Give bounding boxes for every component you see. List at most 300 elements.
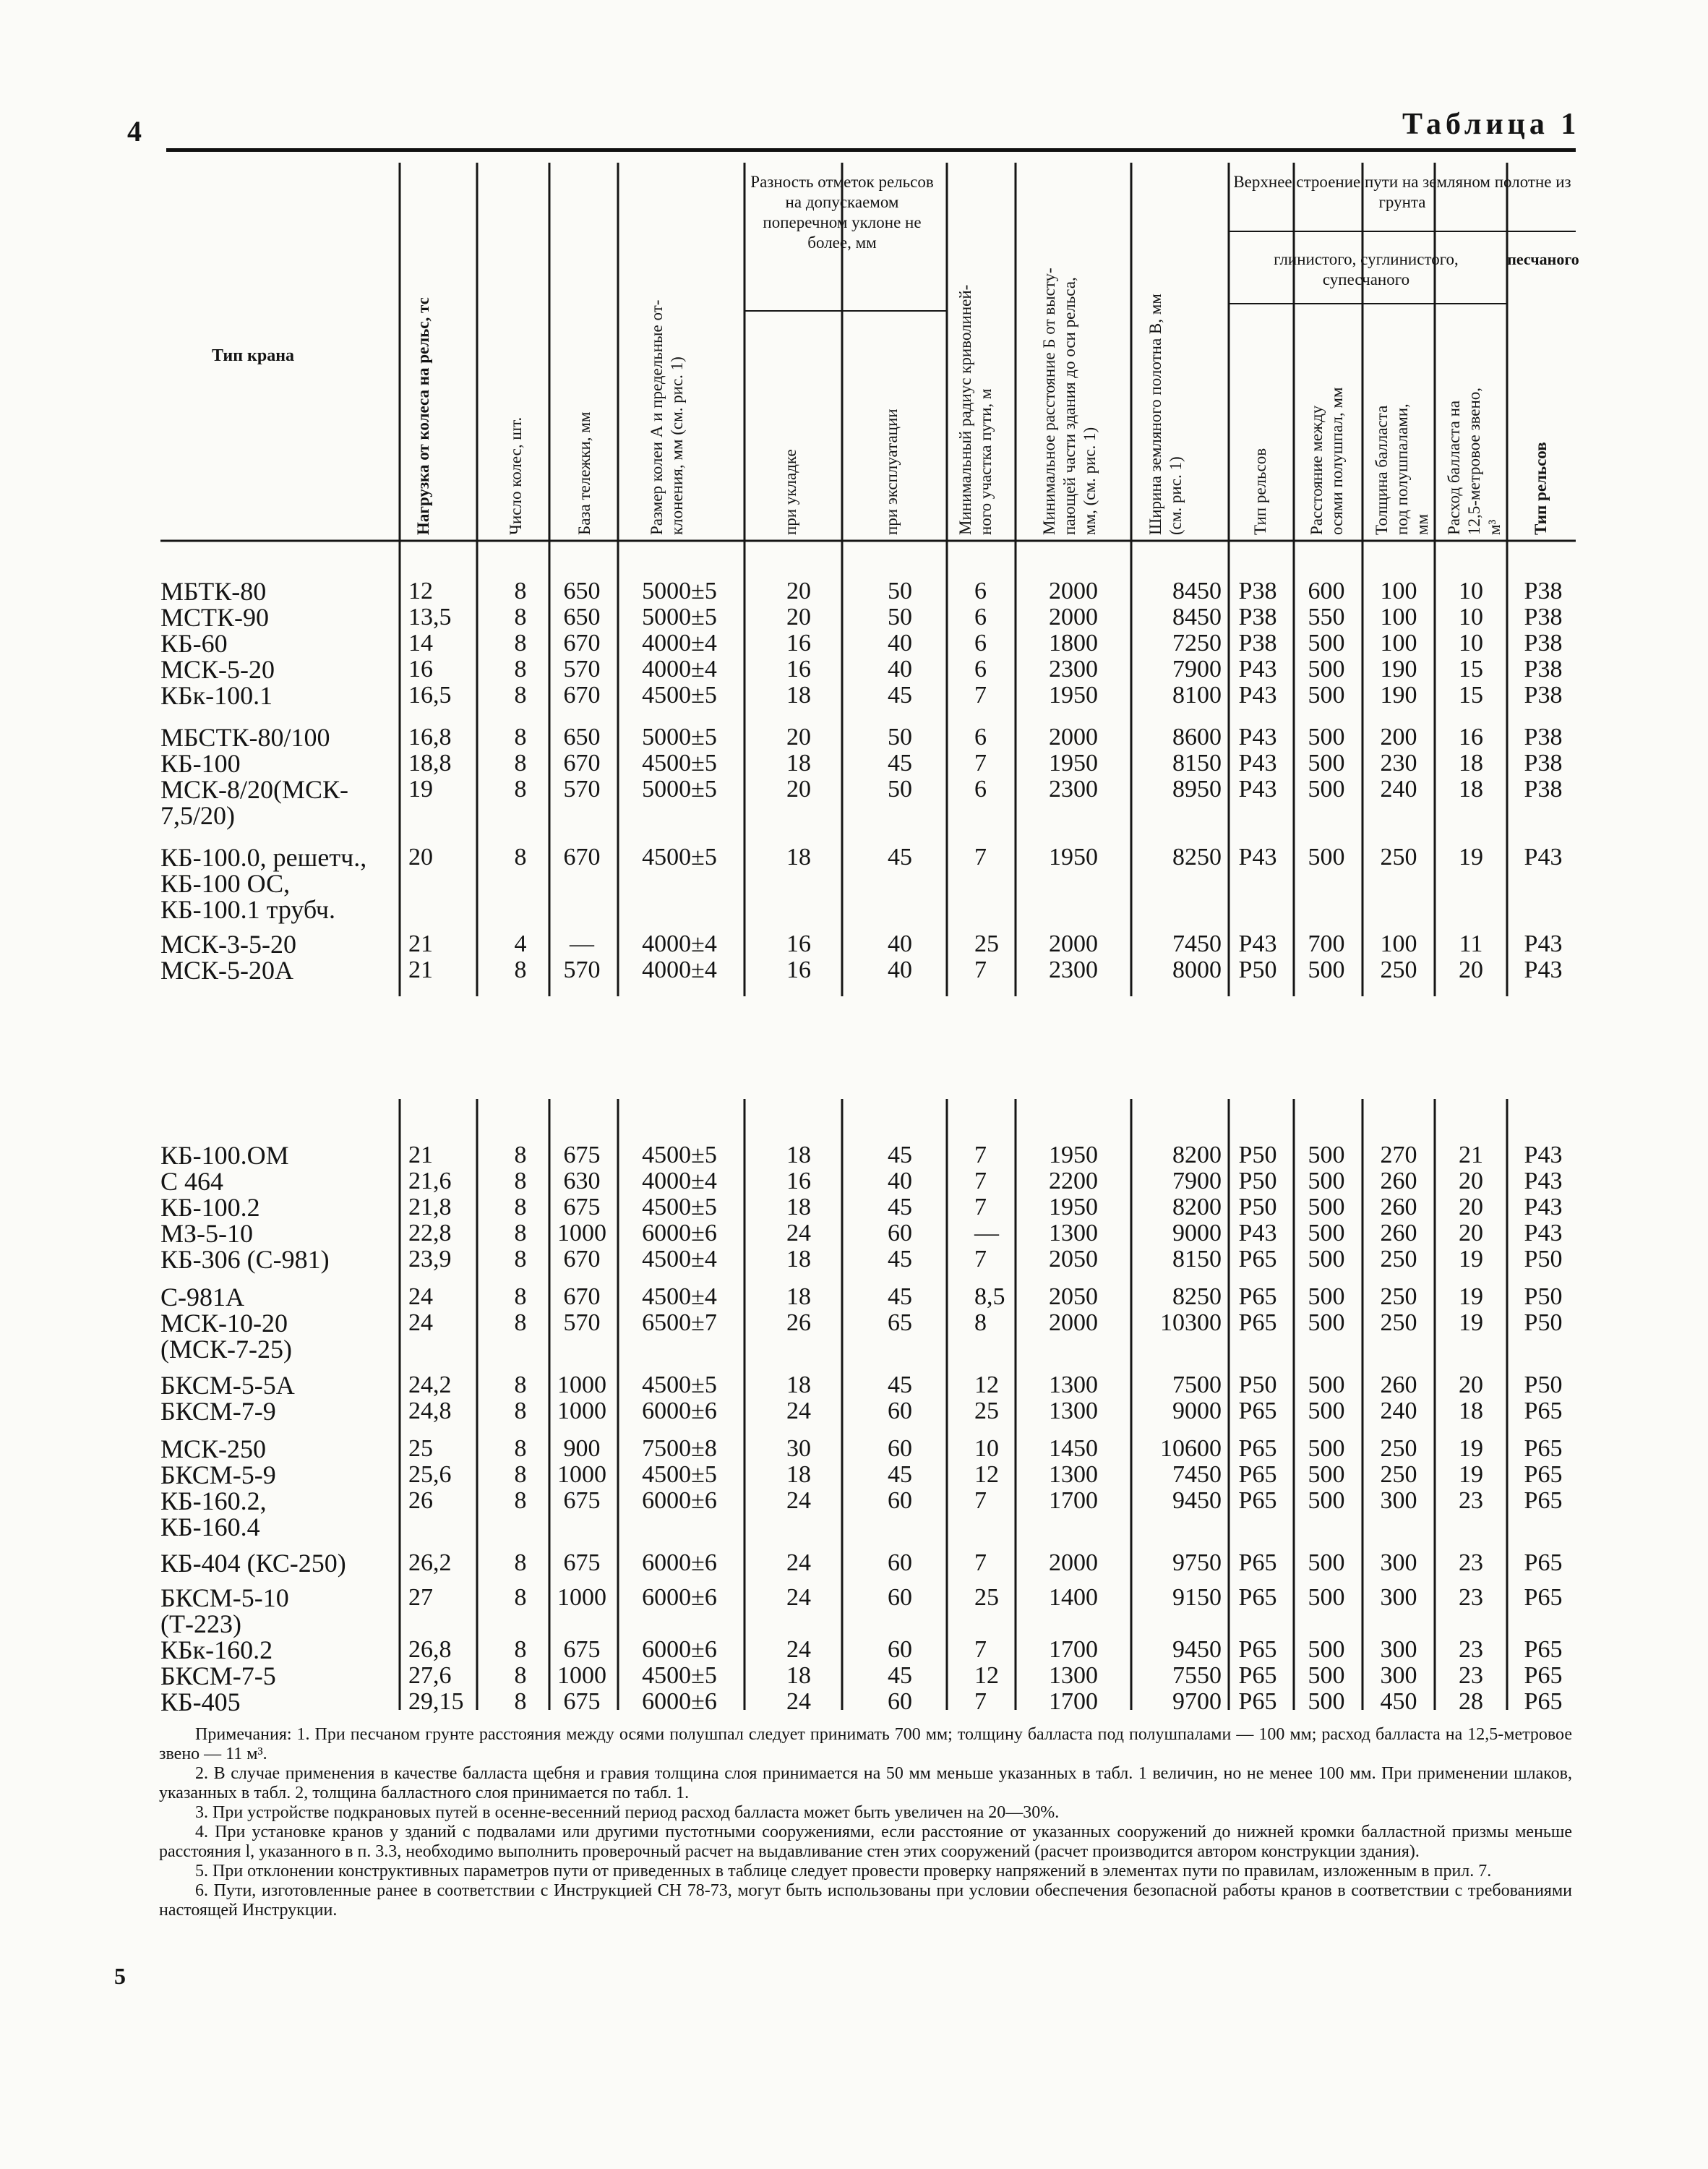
cell-dist: 2000 — [1049, 1549, 1098, 1576]
cell-width: 9750 — [1172, 1549, 1222, 1576]
cell-op: 50 — [888, 604, 912, 630]
cell-wheels: 8 — [514, 1220, 527, 1246]
cell-lay: 18 — [786, 1246, 811, 1272]
cell-dist: 1800 — [1049, 630, 1098, 656]
cell-wheels: 8 — [514, 656, 527, 683]
header-ballast-thickness-line-1: Толщина балласта — [1373, 405, 1391, 535]
cell-rail: Р43 — [1238, 1220, 1277, 1246]
cell-op: 45 — [888, 844, 912, 870]
cell-op: 45 — [888, 1142, 912, 1168]
cell-thick: 250 — [1380, 1435, 1417, 1462]
cell-spacing: 500 — [1308, 656, 1345, 683]
cell-op: 40 — [888, 656, 912, 683]
cell-dist: 2050 — [1049, 1283, 1098, 1310]
cell-rail: Р43 — [1238, 656, 1277, 683]
crane-name-line: КБ-405 — [160, 1687, 241, 1716]
cell-radius: 6 — [974, 630, 987, 656]
cell-lay: 20 — [786, 776, 811, 803]
cell-radius: 7 — [974, 682, 987, 709]
cell-base: 670 — [563, 630, 601, 656]
crane-name — [160, 1372, 295, 1398]
cell-base: 570 — [563, 1309, 601, 1336]
cell-width: 8450 — [1172, 604, 1222, 630]
cell-op: 50 — [888, 724, 912, 750]
crane-name-line: КБ-100.1 трубч. — [160, 895, 335, 924]
crane-name — [160, 724, 330, 750]
cell-cons: 11 — [1459, 931, 1483, 957]
cell-cons: 20 — [1459, 1372, 1483, 1398]
cell-lay: 16 — [786, 1168, 811, 1194]
cell-spacing: 500 — [1308, 844, 1345, 870]
cell-spacing: 500 — [1308, 1584, 1345, 1611]
header-min-radius — [956, 181, 996, 535]
cell-radius: 25 — [974, 931, 999, 957]
crane-name — [160, 1246, 330, 1272]
cell-width: 9000 — [1172, 1398, 1222, 1424]
crane-name-line: (Т-223) — [160, 1609, 241, 1638]
cell-dist: 2000 — [1049, 578, 1098, 604]
side-page-mark: 5 — [114, 1963, 126, 1989]
cell-lay: 24 — [786, 1487, 811, 1514]
cell-radius: 7 — [974, 1487, 987, 1514]
cell-radius: 25 — [974, 1398, 999, 1424]
cell-thick: 300 — [1380, 1662, 1417, 1689]
cell-op: 60 — [888, 1584, 912, 1611]
cell-width: 7900 — [1172, 656, 1222, 683]
cell-radius: 7 — [974, 1688, 987, 1715]
cell-cons: 18 — [1459, 750, 1483, 777]
cell-radius: 7 — [974, 1549, 987, 1576]
cell-cons: 19 — [1459, 1461, 1483, 1488]
cell-rail_s: Р65 — [1524, 1487, 1563, 1514]
cell-rail_s: Р65 — [1524, 1435, 1563, 1462]
cell-wheels: 8 — [514, 1688, 527, 1715]
cell-spacing: 500 — [1308, 1435, 1345, 1462]
header-sleeper-spacing-line-1: Расстояние между — [1308, 405, 1326, 535]
cell-spacing: 550 — [1308, 604, 1345, 630]
cell-thick: 250 — [1380, 1461, 1417, 1488]
table-title: Таблица 1 — [1402, 108, 1581, 141]
crane-name-line: БКСМ-5-5А — [160, 1371, 295, 1400]
cell-wheels: 8 — [514, 630, 527, 656]
cell-spacing: 500 — [1308, 1194, 1345, 1220]
cell-spacing: 500 — [1308, 750, 1345, 777]
cell-radius: 7 — [974, 1194, 987, 1220]
cell-gauge: 4500±5 — [642, 1142, 717, 1168]
cell-lay: 18 — [786, 1142, 811, 1168]
cell-rail_s: Р50 — [1524, 1246, 1563, 1272]
crane-name — [160, 1550, 346, 1576]
cell-op: 60 — [888, 1549, 912, 1576]
cell-gauge: 5000±5 — [642, 604, 717, 630]
cell-load: 24,8 — [408, 1398, 452, 1424]
cell-rail: Р65 — [1238, 1246, 1277, 1272]
cell-radius: 7 — [974, 750, 987, 777]
cell-rail_s: Р38 — [1524, 630, 1563, 656]
crane-name-line: БКСМ-5-9 — [160, 1460, 276, 1489]
cell-wheels: 8 — [514, 1398, 527, 1424]
cell-rail_s: Р38 — [1524, 724, 1563, 750]
cell-dist: 1700 — [1049, 1636, 1098, 1663]
cell-load: 16 — [408, 656, 433, 683]
cell-gauge: 4000±4 — [642, 630, 717, 656]
cell-cons: 20 — [1459, 1168, 1483, 1194]
crane-name-line: С 464 — [160, 1167, 224, 1196]
cell-rail: Р65 — [1238, 1309, 1277, 1336]
cell-load: 20 — [408, 844, 433, 870]
cell-radius: 6 — [974, 724, 987, 750]
cell-thick: 250 — [1380, 844, 1417, 870]
cell-wheels: 8 — [514, 1636, 527, 1663]
cell-thick: 260 — [1380, 1168, 1417, 1194]
cell-width: 7450 — [1172, 931, 1222, 957]
crane-name — [160, 957, 293, 983]
header-wheel-load: Нагрузка от колеса на рельс, тс — [414, 297, 432, 535]
cell-rail: Р65 — [1238, 1549, 1277, 1576]
cell-wheels: 8 — [514, 682, 527, 709]
cell-width: 7550 — [1172, 1662, 1222, 1689]
crane-name-line: КБ-100 ОС, — [160, 869, 291, 898]
crane-name-line: БКСМ-7-5 — [160, 1661, 276, 1690]
cell-gauge: 6000±6 — [642, 1549, 717, 1576]
cell-wheels: 8 — [514, 604, 527, 630]
cell-gauge: 6500±7 — [642, 1309, 717, 1336]
cell-lay: 16 — [786, 656, 811, 683]
cell-rail: Р65 — [1238, 1461, 1277, 1488]
cell-base: 670 — [563, 750, 601, 777]
cell-dist: 2000 — [1049, 931, 1098, 957]
cell-width: 8200 — [1172, 1142, 1222, 1168]
crane-name-line: МБСТК-80/100 — [160, 723, 330, 752]
note-6: 6. Пути, изготовленные ранее в соответствии с Инструкцией СН 78-73, могут быть использованы при условии обеспечения безопасной работы кранов в соответствии с требованиями настоящей Инструкции. — [159, 1881, 1572, 1920]
cell-gauge: 4500±5 — [642, 1194, 717, 1220]
cell-base: 675 — [563, 1636, 601, 1663]
header-bogie-base: База тележки, мм — [575, 411, 593, 535]
cell-op: 60 — [888, 1487, 912, 1514]
cell-thick: 100 — [1380, 931, 1417, 957]
cell-wheels: 8 — [514, 1194, 527, 1220]
cell-gauge: 4000±4 — [642, 931, 717, 957]
cell-lay: 24 — [786, 1549, 811, 1576]
cell-op: 50 — [888, 578, 912, 604]
cell-op: 60 — [888, 1220, 912, 1246]
cell-gauge: 5000±5 — [642, 724, 717, 750]
cell-thick: 100 — [1380, 604, 1417, 630]
cell-gauge: 6000±6 — [642, 1636, 717, 1663]
header-at-laying: при укладке — [781, 449, 799, 535]
crane-name — [160, 1663, 276, 1689]
cell-load: 18,8 — [408, 750, 452, 777]
cell-dist: 1400 — [1049, 1584, 1098, 1611]
crane-name-line: МЗ-5-10 — [160, 1219, 254, 1248]
cell-rail: Р50 — [1238, 1168, 1277, 1194]
cell-op: 45 — [888, 1194, 912, 1220]
header-sleeper-spacing — [1307, 311, 1347, 535]
cell-gauge: 6000±6 — [642, 1688, 717, 1715]
cell-width: 8150 — [1172, 1246, 1222, 1272]
cell-op: 60 — [888, 1688, 912, 1715]
cell-thick: 300 — [1380, 1584, 1417, 1611]
crane-name — [160, 630, 228, 656]
cell-base: 1000 — [557, 1662, 606, 1689]
cell-rail_s: Р65 — [1524, 1662, 1563, 1689]
cell-width: 8600 — [1172, 724, 1222, 750]
crane-name-line: (МСК-7-25) — [160, 1335, 292, 1364]
cell-dist: 2300 — [1049, 776, 1098, 803]
cell-lay: 24 — [786, 1688, 811, 1715]
crane-name-line: КБ-100 — [160, 749, 241, 778]
note-2: 2. В случае применения в качестве балласта щебня и гравия толщина слоя принимается на 50 мм меньше указанных в табл. 1 величин, но не менее 100 мм. При применении шлаков, указанных в табл. 2, толщина балластного слоя принимается по табл. 1. — [159, 1764, 1572, 1802]
crane-name-line: КБ-160.2, — [160, 1486, 267, 1515]
header-min-distance-line-1: Минимальное расстояние Б от высту- — [1040, 268, 1058, 535]
cell-op: 65 — [888, 1309, 912, 1336]
cell-spacing: 500 — [1308, 1549, 1345, 1576]
cell-dist: 1700 — [1049, 1688, 1098, 1715]
cell-rail_s: Р43 — [1524, 1168, 1563, 1194]
cell-rail: Р50 — [1238, 1372, 1277, 1398]
cell-base: 1000 — [557, 1372, 606, 1398]
cell-radius: — — [974, 1220, 999, 1246]
cell-cons: 10 — [1459, 604, 1483, 630]
cell-load: 24 — [408, 1283, 433, 1310]
crane-name — [160, 844, 366, 923]
cell-dist: 1300 — [1049, 1372, 1098, 1398]
cell-rail_s: Р43 — [1524, 1194, 1563, 1220]
cell-width: 8450 — [1172, 578, 1222, 604]
cell-rail: Р43 — [1238, 776, 1277, 803]
cell-base: 1000 — [557, 1584, 606, 1611]
cell-rail_s: Р65 — [1524, 1549, 1563, 1576]
cell-lay: 18 — [786, 1662, 811, 1689]
cell-gauge: 4000±4 — [642, 656, 717, 683]
cell-spacing: 500 — [1308, 1487, 1345, 1514]
cell-load: 13,5 — [408, 604, 452, 630]
cell-load: 27 — [408, 1584, 433, 1611]
cell-radius: 7 — [974, 1636, 987, 1663]
cell-rail: Р43 — [1238, 844, 1277, 870]
cell-op: 45 — [888, 1372, 912, 1398]
cell-rail: Р65 — [1238, 1662, 1277, 1689]
cell-base: 570 — [563, 656, 601, 683]
header-min-distance-line-3: мм, (см. рис. 1) — [1081, 427, 1099, 535]
cell-rail: Р65 — [1238, 1584, 1277, 1611]
cell-base: 670 — [563, 1246, 601, 1272]
cell-rail_s: Р38 — [1524, 776, 1563, 803]
cell-spacing: 500 — [1308, 1309, 1345, 1336]
cell-radius: 7 — [974, 957, 987, 983]
cell-width: 9150 — [1172, 1584, 1222, 1611]
cell-rail_s: Р43 — [1524, 931, 1563, 957]
cell-wheels: 8 — [514, 1435, 527, 1462]
cell-load: 16,5 — [408, 682, 452, 709]
cell-rail_s: Р65 — [1524, 1636, 1563, 1663]
crane-name-line: КБ-404 (КС-250) — [160, 1549, 346, 1578]
cell-base: 570 — [563, 957, 601, 983]
cell-rail: Р50 — [1238, 1194, 1277, 1220]
cell-width: 8250 — [1172, 1283, 1222, 1310]
cell-spacing: 500 — [1308, 1246, 1345, 1272]
crane-name-line: БКСМ-5-10 — [160, 1583, 289, 1612]
header-ballast-thickness — [1372, 318, 1433, 535]
cell-load: 26,2 — [408, 1549, 452, 1576]
header-track-group: Верхнее строение пути на земляном полотне из грунта — [1233, 173, 1571, 211]
cell-thick: 260 — [1380, 1372, 1417, 1398]
cell-wheels: 8 — [514, 1549, 527, 1576]
cell-rail_s: Р38 — [1524, 656, 1563, 683]
cell-cons: 15 — [1459, 656, 1483, 683]
cell-spacing: 500 — [1308, 1142, 1345, 1168]
crane-name — [160, 931, 296, 957]
cell-base: 675 — [563, 1688, 601, 1715]
cell-op: 45 — [888, 682, 912, 709]
cell-thick: 300 — [1380, 1487, 1417, 1514]
cell-wheels: 8 — [514, 750, 527, 777]
cell-spacing: 500 — [1308, 776, 1345, 803]
header-rail-type-sandy: Тип рельсов — [1532, 442, 1550, 535]
cell-base: 675 — [563, 1487, 601, 1514]
cell-radius: 6 — [974, 578, 987, 604]
cell-radius: 8,5 — [974, 1283, 1005, 1310]
cell-spacing: 500 — [1308, 1461, 1345, 1488]
crane-name-line: КБ-100.2 — [160, 1193, 260, 1222]
cell-cons: 19 — [1459, 1283, 1483, 1310]
cell-lay: 20 — [786, 724, 811, 750]
cell-rail_s: Р43 — [1524, 844, 1563, 870]
cell-radius: 6 — [974, 776, 987, 803]
cell-base: 650 — [563, 578, 601, 604]
cell-load: 25 — [408, 1435, 433, 1462]
crane-name — [160, 1194, 260, 1220]
cell-base: 670 — [563, 1283, 601, 1310]
cell-rail: Р43 — [1238, 682, 1277, 709]
cell-dist: 2200 — [1049, 1168, 1098, 1194]
cell-wheels: 8 — [514, 1309, 527, 1336]
cell-width: 8950 — [1172, 776, 1222, 803]
cell-gauge: 4500±4 — [642, 1246, 717, 1272]
cell-wheels: 8 — [514, 1584, 527, 1611]
crane-name — [160, 750, 241, 777]
cell-wheels: 4 — [514, 931, 527, 957]
cell-base: 570 — [563, 776, 601, 803]
cell-op: 45 — [888, 1461, 912, 1488]
cell-lay: 20 — [786, 578, 811, 604]
cell-gauge: 4500±5 — [642, 1662, 717, 1689]
header-min-distance — [1039, 166, 1100, 535]
cell-dist: 1950 — [1049, 1194, 1098, 1220]
cell-width: 7500 — [1172, 1372, 1222, 1398]
cell-op: 40 — [888, 1168, 912, 1194]
note-4: 4. При установке кранов у зданий с подвалами или другими пустотными сооружениями, если расстояние от указанных сооружений до нижней кромки балластной призмы меньше расстояния l, указанного в п. 3.3, необходимо выполнить проверочный расчет на выдавливание стен этих сооружений (расчет производится автором конструкции здания). — [159, 1823, 1572, 1861]
note-3: 3. При устройстве подкрановых путей в осенне-весенний период расход балласта может быть увеличен на 20—30%. — [195, 1803, 1060, 1822]
cell-cons: 18 — [1459, 1398, 1483, 1424]
cell-width: 7450 — [1172, 1461, 1222, 1488]
cell-op: 60 — [888, 1636, 912, 1663]
cell-wheels: 8 — [514, 1142, 527, 1168]
cell-op: 60 — [888, 1435, 912, 1462]
cell-base: 675 — [563, 1549, 601, 1576]
cell-width: 10600 — [1160, 1435, 1222, 1462]
crane-name — [160, 1585, 289, 1637]
crane-name — [160, 1284, 244, 1310]
cell-width: 9450 — [1172, 1636, 1222, 1663]
cell-cons: 10 — [1459, 578, 1483, 604]
crane-name-line: МСК-5-20А — [160, 956, 294, 985]
cell-base: 675 — [563, 1142, 601, 1168]
cell-rail: Р65 — [1238, 1636, 1277, 1663]
cell-rail: Р38 — [1238, 604, 1277, 630]
cell-width: 9000 — [1172, 1220, 1222, 1246]
crane-name-line: КБ-100.ОМ — [160, 1141, 289, 1170]
cell-cons: 20 — [1459, 1220, 1483, 1246]
cell-spacing: 500 — [1308, 1636, 1345, 1663]
cell-load: 14 — [408, 630, 433, 656]
cell-rail_s: Р38 — [1524, 750, 1563, 777]
cell-wheels: 8 — [514, 1372, 527, 1398]
cell-gauge: 4000±4 — [642, 1168, 717, 1194]
cell-spacing: 500 — [1308, 957, 1345, 983]
cell-gauge: 4500±4 — [642, 1283, 717, 1310]
cell-thick: 190 — [1380, 656, 1417, 683]
crane-name — [160, 1398, 276, 1424]
crane-name-line: МСК-10-20 — [160, 1309, 288, 1338]
header-ballast-thickness-line-3: мм — [1413, 513, 1431, 535]
header-ballast-consumption-line-1: Расход балласта на — [1445, 400, 1463, 535]
cell-load: 21,8 — [408, 1194, 452, 1220]
cell-cons: 10 — [1459, 630, 1483, 656]
cell-rail_s: Р43 — [1524, 1220, 1563, 1246]
cell-wheels: 8 — [514, 1487, 527, 1514]
header-roadbed-width-line-2: (см. рис. 1) — [1167, 456, 1185, 535]
cell-rail: Р65 — [1238, 1398, 1277, 1424]
cell-cons: 16 — [1459, 724, 1483, 750]
cell-load: 12 — [408, 578, 433, 604]
cell-dist: 1950 — [1049, 682, 1098, 709]
cell-rail: Р43 — [1238, 750, 1277, 777]
cell-lay: 18 — [786, 682, 811, 709]
cell-op: 40 — [888, 957, 912, 983]
cell-radius: 12 — [974, 1461, 999, 1488]
cell-lay: 24 — [786, 1220, 811, 1246]
cell-spacing: 500 — [1308, 1283, 1345, 1310]
cell-load: 16,8 — [408, 724, 452, 750]
header-gauge-line-1: Размер колеи А и предельные от- — [648, 299, 666, 535]
cell-dist: 1300 — [1049, 1398, 1098, 1424]
cell-base: 1000 — [557, 1461, 606, 1488]
crane-name — [160, 1310, 292, 1362]
cell-rail_s: Р50 — [1524, 1309, 1563, 1336]
cell-lay: 26 — [786, 1309, 811, 1336]
header-roadbed-width — [1146, 195, 1186, 535]
cell-base: 630 — [563, 1168, 601, 1194]
cell-cons: 28 — [1459, 1688, 1483, 1715]
cell-load: 21 — [408, 931, 433, 957]
cell-gauge: 7500±8 — [642, 1435, 717, 1462]
cell-thick: 260 — [1380, 1220, 1417, 1246]
cell-base: 650 — [563, 604, 601, 630]
cell-gauge: 6000±6 — [642, 1220, 717, 1246]
crane-name-line: КБ-160.4 — [160, 1513, 260, 1541]
crane-name-line: С-981А — [160, 1283, 244, 1312]
cell-load: 26,8 — [408, 1636, 452, 1663]
cell-dist: 2050 — [1049, 1246, 1098, 1272]
cell-dist: 2300 — [1049, 957, 1098, 983]
cell-spacing: 600 — [1308, 578, 1345, 604]
cell-radius: 6 — [974, 604, 987, 630]
cell-thick: 300 — [1380, 1636, 1417, 1663]
crane-name-line: МСК-3-5-20 — [160, 930, 296, 959]
cell-rail_s: Р38 — [1524, 604, 1563, 630]
cell-thick: 250 — [1380, 1246, 1417, 1272]
